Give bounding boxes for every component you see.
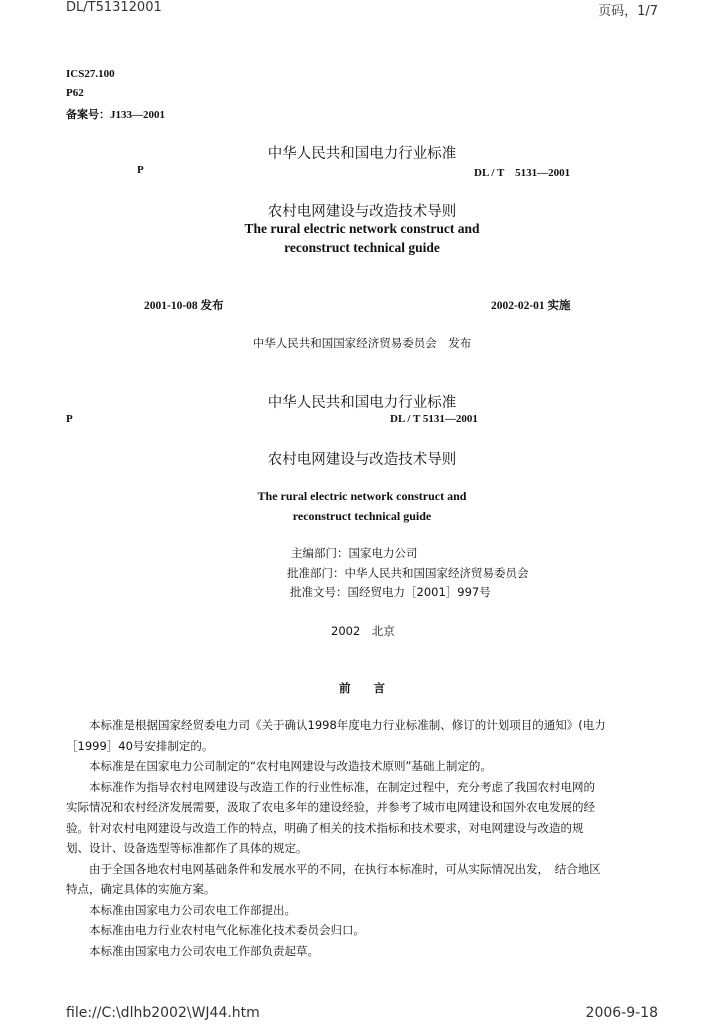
cover-std-number: DL / T 5131—2001 [474, 167, 571, 179]
print-header-doc-code: DL/T51312001 [66, 0, 162, 15]
foreword-para-3-line-1: 本标准作为指导农村电网建设与改造工作的行业性标准，在制定过程中，充分考虑了我国农村电网的 [89, 779, 595, 794]
print-footer-date: 2006-9-18 [585, 1005, 658, 1021]
foreword-para-2: 本标准是在国家电力公司制定的“农村电网建设与改造技术原则”基础上制定的。 [89, 759, 492, 773]
p-code: P62 [66, 87, 84, 99]
foreword-para-4-line-2: 特点，确定具体的实施方案。 [66, 882, 216, 896]
inner-title-zh: 农村电网建设与改造技术导则 [267, 452, 457, 468]
ics-code: ICS27.100 [66, 68, 115, 80]
inner-p-mark: P [66, 413, 73, 425]
editor-dept: 主编部门：国家电力公司 [291, 546, 418, 560]
foreword-para-6: 本标准由电力行业农村电气化标准化技术委员会归口。 [89, 923, 365, 937]
approval-doc-number: 批准文号：国经贸电力［2001］997号 [290, 585, 491, 599]
inner-title-en-line2: reconstruct technical guide [292, 509, 432, 523]
cover-title-en-line1: The rural electric network construct and [244, 221, 480, 236]
cover-p-mark: P [137, 164, 144, 176]
print-header-page-label: 页码，1/7 [598, 4, 658, 19]
publish-place: 2002 北京 [331, 624, 395, 638]
inner-std-number: DL / T 5131—2001 [390, 413, 478, 425]
foreword-para-1-line-1: 本标准是根据国家经贸委电力司《关于确认1998年度电力行业标准制、修订的计划项目的通知》(电力 [89, 718, 606, 732]
foreword-para-3-line-2: 实际情况和农村经济发展需要，汲取了农电多年的建设经验，并参考了城市电网建设和国外农电发展的经 [66, 800, 595, 814]
foreword-para-3-line-4: 划、设计、设备选型等标准都作了具体的规定。 [66, 841, 308, 855]
foreword-heading: 前 言 [339, 681, 385, 695]
foreword-para-5: 本标准由国家电力公司农电工作部提出。 [89, 902, 296, 917]
foreword-para-7: 本标准由国家电力公司农电工作部负责起草。 [89, 943, 319, 958]
cover-title-en-line2: reconstruct technical guide [284, 240, 440, 255]
approver-dept: 批准部门：中华人民共和国国家经济贸易委员会 [287, 566, 529, 580]
implement-date: 2002-02-01 实施 [491, 300, 571, 312]
foreword-para-1-line-2: ［1999］40号安排制定的。 [66, 738, 214, 753]
inner-standard-title: 中华人民共和国电力行业标准 [267, 395, 457, 411]
issue-date: 2001-10-08 发布 [144, 300, 224, 312]
print-footer-file-path: file://C:\dlhb2002\WJ44.htm [66, 1005, 260, 1021]
cover-standard-title: 中华人民共和国电力行业标准 [267, 146, 457, 162]
cover-title-zh: 农村电网建设与改造技术导则 [267, 204, 457, 220]
foreword-para-4-line-1: 由于全国各地农村电网基础条件和发展水平的不同，在执行本标准时，可从实际情况出发， 结合地区 [89, 861, 601, 876]
inner-title-en-line1: The rural electric network construct and [257, 489, 467, 503]
record-number: 备案号：J133—2001 [66, 109, 165, 121]
foreword-body [66, 715, 658, 961]
foreword-para-3-line-3: 验。针对农村电网建设与改造工作的特点，明确了相关的技术指标和技术要求，对电网建设与改造的规 [66, 820, 584, 835]
issuer: 中华人民共和国国家经济贸易委员会 发布 [252, 336, 472, 350]
